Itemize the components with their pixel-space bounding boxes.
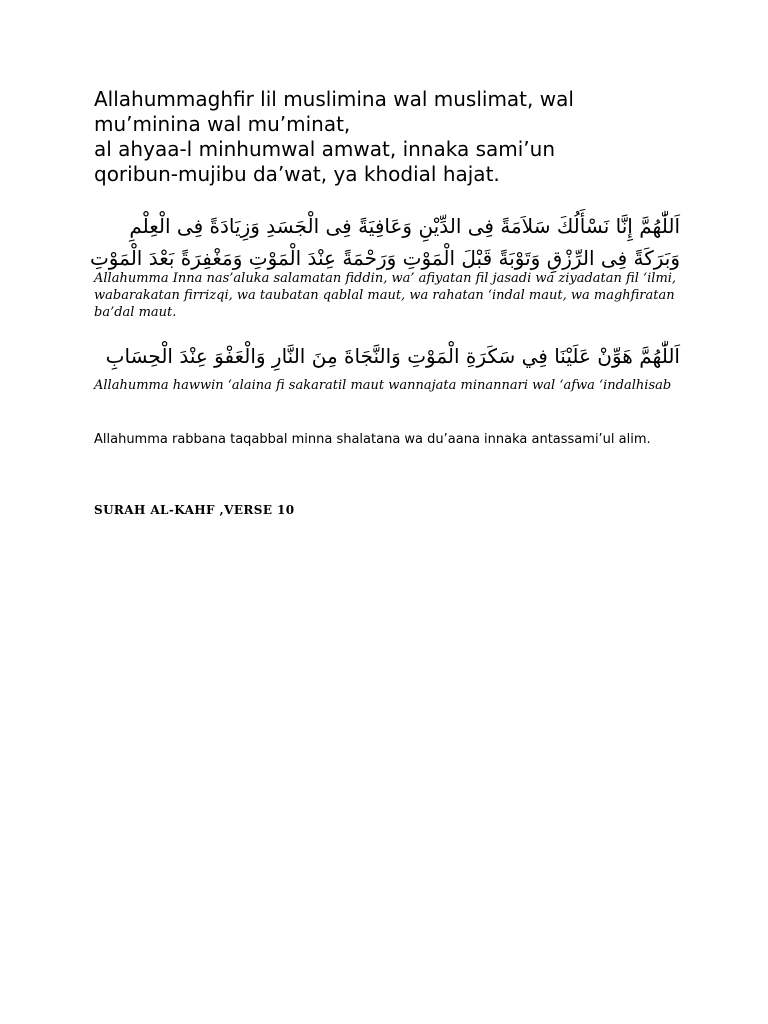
heading-line: Allahummaghfir lil muslimina wal muslimat, wal — [94, 87, 574, 111]
surah-reference: SURAH AL-KAHF ,VERSE 10 — [94, 503, 295, 517]
heading-line: mu’minina wal mu’minat, — [94, 112, 351, 136]
heading-line: qoribun-mujibu da’wat, ya khodial hajat. — [94, 162, 500, 186]
arabic-dua-2: اَللّٰهُمَّ هَوِّنْ عَلَيْنَا فِي سَكَرَةِ الْمَوْتِ وَالنَّجَاةَ مِنَ النَّارِ وَالْعَفْوَ عِنْدَ الْحِسَابِ — [105, 344, 680, 368]
heading-dua — [94, 87, 694, 187]
heading-line: al ahyaa-l minhumwal amwat, innaka sami’un — [94, 137, 555, 161]
dua-3-text: Allahumma rabbana taqabbal minna shalatana wa du’aana innaka antassami’ul alim. — [94, 432, 651, 447]
transliteration-dua-2: Allahumma hawwin ‘alaina fi sakaratil maut wannajata minannari wal ‘afwa ‘indalhisab — [94, 378, 672, 393]
arabic-dua-1: اَللّٰهُمَّ إِنَّا نَسْأَلُكَ سَلاَمَةً فِى الدِّيْنِ وَعَافِيَةً فِى الْجَسَدِ وَزِيَادَةً فِى الْعِلْمِ وَبَرَكَةً فِى الرِّزْقِ وَتَوْبَةً قَبْلَ الْمَوْتِ وَرَحْمَةً عِنْدَ الْمَوْتِ وَمَغْفِرَةً بَعْدَ الْمَوْتِ — [89, 214, 680, 270]
transliteration-dua-1: Allahumma Inna nas’aluka salamatan fiddin, wa’ afiyatan fil jasadi wa ziyadatan fil ‘ilmi, wabarakatan firrizqi, wa taubatan qablal maut, wa rahatan ‘indal maut, wa maghfiratan ba’dal maut. — [94, 271, 677, 320]
